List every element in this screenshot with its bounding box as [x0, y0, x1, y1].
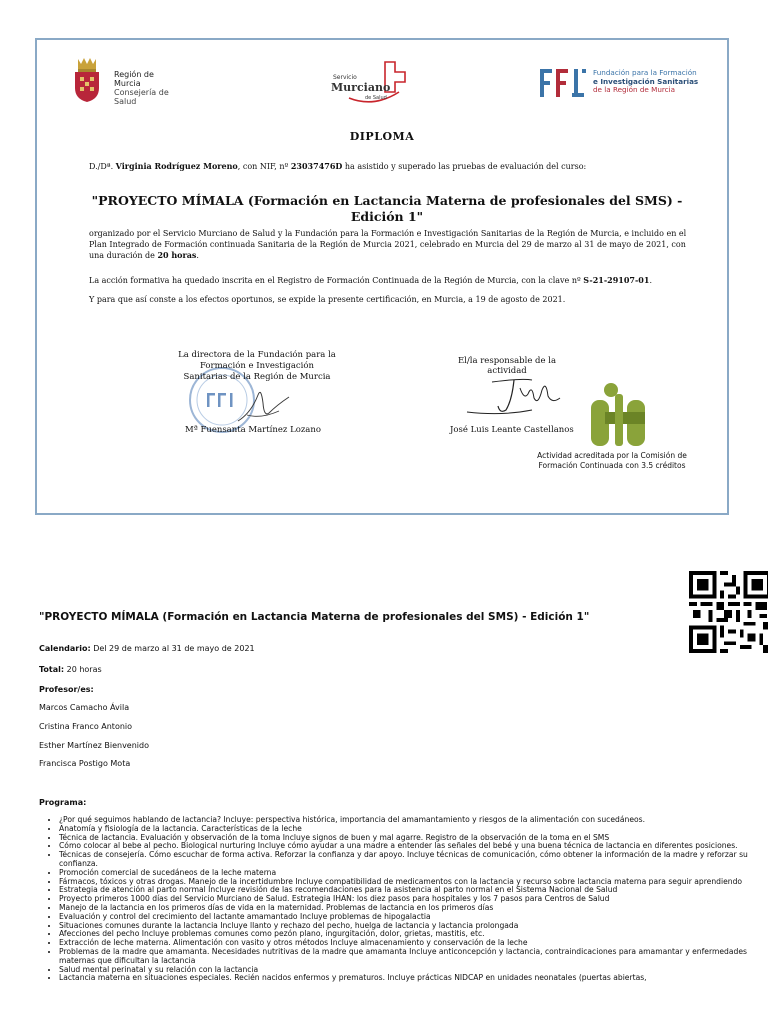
details-total — [39, 665, 102, 674]
teachers-label — [39, 685, 94, 694]
region-murcia-shield-icon — [72, 57, 102, 103]
diploma-paragraph-certification: Y para que así conste a los efectos oportunos, se expide la presente certificación, en Murcia, a 19 de agosto de 2021. — [89, 295, 566, 304]
ffis-line1: Fundación para la Formación — [593, 68, 697, 77]
paragraph1-hours: 20 horas — [157, 250, 197, 260]
sms-logo-line2: Murciano — [331, 81, 391, 94]
recipient-nif: 23037476D — [290, 161, 343, 171]
program-item: • Lactancia materna en situaciones especiales. Recién nacidos enfermos y prematuros. Incluye prácticas NIDCAP en unidades neonatales (puertas abiertas, — [59, 974, 765, 983]
program-item: • Técnica de lactancia. Evaluación y observación de la toma Incluye signos de buen y mal agarre. Registro de la observación de la toma en el SMS — [59, 834, 765, 843]
program-item: • ¿Por qué seguimos hablando de lactancia? Incluye: perspectiva histórica, importancia del amamantamiento y riesgos de la alimentación con sucedáneos. — [59, 816, 765, 825]
signer-left-role: La directora de la Fundación para la Formación e Investigación Sanitarias de la Región de Murcia — [178, 350, 336, 382]
ffis-mark-icon — [540, 69, 588, 99]
teacher-item: Esther Martínez Bienvenido — [39, 741, 149, 750]
sms-logo-line1: Servicio — [333, 74, 357, 81]
diploma-card — [35, 38, 729, 515]
sms-logo-line3: de Salud — [365, 95, 387, 101]
recipient-prefix: D./Dª. — [89, 162, 114, 171]
program-item: • Salud mental perinatal y su relación con la lactancia — [59, 966, 765, 975]
program-item: • Situaciones comunes durante la lactancia Incluye llanto y rechazo del pecho, huelga de lactancia y lactancia prolongada — [59, 922, 765, 931]
calendar-label: Calendario: — [39, 644, 91, 653]
program-item: • Problemas de la madre que amamanta. Necesidades nutritivas de la madre que amamanta Incluye anticoncepción y lactancia, contraindicaciones para amamantar y enfermedades maternas que dificultan la lactancia — [59, 948, 765, 966]
teacher-item: Cristina Franco Antonio — [39, 722, 133, 731]
program-list — [49, 816, 765, 983]
signer-right-name: José Luis Leante Castellanos — [450, 425, 574, 435]
cfc-accreditation-logo-icon — [587, 382, 649, 452]
diploma-paragraph-organization: organizado por el Servicio Murciano de Salud y la Fundación para la Formación e Investigación Sanitarias de la Región de Murcia, e incluido en el Plan Integrado de Formación continuada Sanitaria de la Región de Murcia 2021, celebrado en Murcia del 29 de marzo al 31 de mayo de 2021, con una duración de 20 horas. — [89, 229, 687, 260]
region-murcia-logo — [72, 57, 182, 106]
recipient-suffix: ha asistido y superado las pruebas de evaluación del curso: — [344, 162, 587, 171]
program-item: • Técnicas de consejería. Cómo escuchar de forma activa. Reforzar la confianza y dar apoyo. Incluye técnicas de comunicación, cómo obtener la información de la madre y reforzar su confianza. — [59, 851, 765, 869]
region-murcia-line2: Consejería de Salud — [114, 88, 169, 106]
paragraph1-text: organizado por el Servicio Murciano de Salud y la Fundación para la Formación e Investigación Sanitarias de la Región de Murcia, e incluido en el Plan Integrado de Formación continuada Sanitaria de la Región de Murcia 2021, celebrado en Murcia del 29 de marzo al 31 de mayo de 2021, con una duración de — [89, 229, 687, 260]
ffis-line3: de la Región de Murcia — [593, 85, 676, 94]
teacher-item: Francisca Postigo Mota — [39, 759, 131, 768]
paragraph2-text: La acción formativa ha quedado inscrita en el Registro de Formación Continuada de la Región de Murcia, con la clave nº — [89, 276, 581, 285]
program-item: • Evaluación y control del crecimiento del lactante amamantado Incluye problemas de hipogalactia — [59, 913, 765, 922]
program-item: • Afecciones del pecho Incluye problemas comunes como pezón plano, ingurgitación, dolor, grietas, mastitis, etc. — [59, 930, 765, 939]
paragraph2-code: S-21-29107-01 — [583, 275, 650, 285]
program-item: • Cómo colocar al bebe al pecho. Biological nurturing Incluye cómo ayudar a una madre a entender las señales del bebé y una buena técnica de lactancia en diferentes posiciones. — [59, 842, 765, 851]
region-murcia-logo-text — [114, 70, 182, 106]
program-item: • Manejo de la lactancia en los primeros días de vida en la maternidad. Problemas de lactancia en los primeros días — [59, 904, 765, 913]
region-murcia-line1: Región de Murcia — [114, 70, 154, 88]
accreditation-text: Actividad acreditada por la Comisión de Formación Continuada con 3.5 créditos — [537, 451, 687, 470]
signature-left-icon — [233, 383, 293, 428]
program-item: • Fármacos, tóxicos y otras drogas. Manejo de la incertidumbre Incluye compatibilidad de medicamentos con la lactancia y recurso sobre lactancia materna para seguir aprendiendo — [59, 878, 765, 887]
teacher-item: Marcos Camacho Ávila — [39, 703, 130, 712]
program-label — [39, 798, 86, 807]
program-item: • Anatomía y fisiología de la lactancia. Características de la leche — [59, 825, 765, 834]
total-value: 20 horas — [66, 665, 102, 674]
program-item: • Estrategia de atención al parto normal Incluye revisión de las recomendaciones para la asistencia al parto normal en el Sistema Nacional de Salud — [59, 886, 765, 895]
calendar-value: Del 29 de marzo al 31 de mayo de 2021 — [93, 644, 255, 653]
signer-left-name: Mª Fuensanta Martínez Lozano — [185, 425, 321, 435]
program-item: • Extracción de leche materna. Alimentación con vasito y otros métodos Incluye almacenamiento y conservación de la leche — [59, 939, 765, 948]
nif-prefix: , con NIF, nº — [237, 162, 289, 171]
program-item: • Promoción comercial de sucedáneos de la leche materna — [59, 869, 765, 878]
total-label: Total: — [39, 665, 65, 674]
ffis-logo — [540, 67, 710, 103]
sms-logo — [329, 58, 413, 110]
teachers-label-text: Profesor/es: — [39, 685, 94, 694]
diploma-title: DIPLOMA — [349, 130, 415, 143]
program-item: • Proyecto primeros 1000 días del Servicio Murciano de Salud. Estrategia IHAN: los diez pasos para hospitales y los 7 pasos para Centros de Salud — [59, 895, 765, 904]
recipient-name: Virginia Rodríguez Moreno — [115, 161, 238, 171]
ffis-logo-text — [593, 69, 698, 95]
diploma-course-title: "PROYECTO MÍMALA (Formación en Lactancia Materna de profesionales del SMS) - Edición 1" — [91, 193, 683, 224]
recipient-line — [89, 161, 586, 171]
program-label-text: Programa: — [39, 798, 87, 807]
signer-right-role: El/la responsable de la actividad — [457, 356, 557, 376]
signature-right-icon — [462, 370, 567, 420]
ffis-line2: e Investigación Sanitarias — [593, 76, 699, 86]
details-course-title: "PROYECTO MÍMALA (Formación en Lactancia Materna de profesionales del SMS) - Edición 1" — [39, 611, 590, 623]
qr-code-icon — [689, 571, 768, 653]
details-calendar — [39, 644, 255, 653]
diploma-paragraph-registry: La acción formativa ha quedado inscrita en el Registro de Formación Continuada de la Región de Murcia, con la clave nº S-21-29107-01. — [89, 275, 652, 285]
